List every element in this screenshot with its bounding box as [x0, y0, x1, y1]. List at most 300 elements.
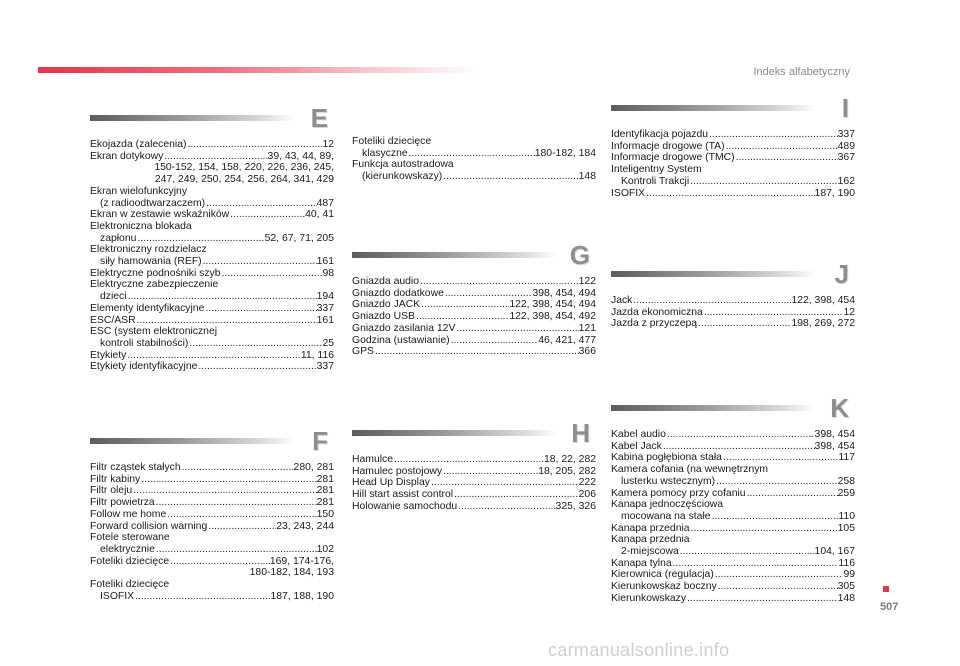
entry-pages: 23, 243, 244 [276, 520, 334, 532]
index-entry [90, 139, 334, 151]
dot-leader [697, 318, 791, 330]
index-entry [611, 318, 855, 330]
entry-list [611, 129, 855, 199]
dot-leader [672, 558, 839, 570]
entry-pages: 187, 188, 190 [270, 590, 334, 602]
entry-term: Ekran dotykowy [90, 150, 164, 162]
entry-pages: 52, 67, 71, 205 [264, 232, 334, 244]
entry-pages: 148 [837, 592, 855, 604]
section-divider-bar [611, 271, 816, 277]
entry-term: kontroli stabilności) [100, 337, 189, 349]
dot-leader [714, 569, 844, 581]
entry-term: Etykiety [90, 349, 127, 361]
index-entry [90, 186, 334, 209]
entry-pages: 121 [578, 322, 596, 334]
section-k [611, 393, 855, 605]
entry-line [611, 546, 855, 558]
index-entry [90, 497, 334, 509]
entry-pages: 12 [322, 139, 334, 150]
entry-term: Gniazdo zasilania 12V [352, 322, 456, 334]
entry-term: Godzina (ustawianie) [352, 334, 450, 346]
entry-line [611, 593, 855, 605]
entry-pages: 281 [316, 473, 334, 485]
entry-line [611, 558, 855, 570]
index-entry [90, 532, 334, 555]
entry-term: Kanapa tylna [611, 557, 672, 569]
index-entry [352, 159, 596, 182]
section-f-continued [352, 134, 596, 183]
entry-pages: 122, 398, 454, 492 [509, 311, 596, 323]
entry-term: Kabel Jack [611, 440, 662, 452]
section-divider-bar [90, 438, 295, 444]
dot-leader [666, 429, 815, 441]
entry-pages: 104, 167 [814, 546, 855, 558]
entry-heading: Ekran wielofunkcyjny [90, 185, 188, 197]
entry-line [90, 256, 334, 268]
entry-term: Kabel audio [611, 429, 666, 440]
entry-term: Hamulce [352, 454, 393, 465]
entry-term: Informacje drogowe (TMC) [611, 152, 735, 164]
dot-leader [202, 256, 317, 268]
entry-pages-continued: 180-182, 184, 193 [249, 567, 334, 579]
entry-pages: 222 [578, 477, 596, 489]
entry-pages: 367 [837, 152, 855, 164]
entry-pages: 187, 190 [814, 187, 855, 199]
entry-pages: 11, 116 [300, 349, 334, 361]
dot-leader [207, 521, 276, 533]
entry-pages: 122, 398, 454, 494 [509, 299, 596, 311]
index-entry [611, 488, 855, 500]
dot-leader [703, 307, 844, 319]
entry-line [90, 315, 334, 327]
entry-pages: 116 [838, 557, 855, 569]
entry-term: GPS [352, 346, 374, 358]
index-entry [352, 501, 596, 513]
entry-pages: 487 [316, 197, 334, 209]
index-entry [611, 452, 855, 464]
dot-leader [690, 523, 838, 535]
entry-heading: Elektroniczny rozdzielacz [90, 244, 207, 256]
index-entry [352, 346, 596, 358]
entry-term: Head Up Display [352, 477, 430, 489]
entry-pages: 280, 281 [293, 462, 334, 473]
entry-term: (z radioodtwarzaczem) [100, 197, 206, 209]
entry-term: Jazda z przyczepą [611, 318, 698, 330]
index-entry [611, 129, 855, 141]
entry-term: ISOFIX [611, 187, 646, 199]
dot-leader [722, 452, 838, 464]
index-entry [352, 454, 596, 466]
entry-line [90, 556, 334, 568]
index-entry [90, 462, 334, 474]
page-marker-square [883, 586, 889, 592]
index-entry [611, 569, 855, 581]
entry-pages: 98 [322, 267, 334, 279]
entry-pages: 117 [838, 452, 855, 464]
entry-term: Gniazda audio [352, 276, 420, 287]
index-entry [611, 523, 855, 535]
section-divider-bar [611, 105, 816, 111]
page-header-title: Indeks alfabetyczny [753, 66, 850, 78]
entry-term: ISOFIX [100, 590, 135, 602]
watermark-text: carmanualsonline.info [548, 640, 730, 660]
entry-term: Ekran w zestawie wskaźników [90, 209, 230, 221]
section-header [352, 240, 596, 274]
index-entry [352, 276, 596, 288]
entry-line [90, 209, 334, 221]
entry-pages: 18, 205, 282 [538, 465, 596, 477]
section-header [611, 259, 855, 293]
entry-pages: 489 [837, 140, 855, 152]
index-entry [90, 209, 334, 221]
entry-line [611, 441, 855, 453]
dot-leader [127, 291, 317, 303]
entry-term: (kierunkowskazy) [362, 171, 443, 183]
entry-pages: 110 [838, 510, 855, 522]
entry-term: Kierownica (regulacja) [611, 569, 714, 581]
entry-line [90, 591, 334, 603]
section-header [611, 393, 855, 427]
entry-line [352, 148, 596, 160]
entry-line [352, 466, 596, 478]
entry-line [611, 318, 855, 330]
entry-pages: 337 [316, 361, 334, 373]
entry-pages: 180-182, 184 [534, 147, 596, 159]
entry-list [611, 295, 855, 330]
entry-pages: 281 [316, 497, 334, 509]
dot-leader [442, 171, 578, 183]
dot-leader [715, 476, 838, 488]
dot-leader [140, 474, 316, 486]
entry-line [611, 569, 855, 581]
dot-leader [679, 546, 815, 558]
dot-leader [717, 581, 838, 593]
entry-term: Follow me home [90, 508, 167, 520]
dot-leader [197, 361, 316, 373]
dot-leader [420, 299, 509, 311]
entry-pages: 161 [316, 256, 334, 268]
entry-term: Gniazdo dodatkowe [352, 287, 444, 299]
dot-leader [205, 198, 317, 210]
index-entry [90, 303, 334, 315]
entry-term: Kanapa przednia [611, 522, 690, 534]
dot-leader [415, 311, 509, 323]
entry-pages: 398, 454 [814, 429, 855, 440]
entry-term: ESC/ASR [90, 314, 136, 326]
entry-line [611, 307, 855, 319]
entry-pages: 366 [578, 346, 596, 358]
entry-pages: 161 [316, 314, 334, 326]
entry-line [611, 295, 855, 307]
index-entry [90, 151, 334, 186]
entry-heading: Kanapa jednoczęściowa [611, 499, 724, 511]
entry-term: Jack [611, 295, 633, 306]
entry-line [90, 485, 334, 497]
entry-heading: Kanapa przednia [611, 534, 690, 546]
entry-pages: 39, 43, 44, 89, [267, 150, 334, 162]
index-entry [90, 361, 334, 373]
entry-line [352, 501, 596, 513]
dot-leader [169, 556, 270, 568]
index-entry [90, 221, 334, 244]
index-entry [352, 335, 596, 347]
entry-term: Gniazdo USB [352, 311, 415, 323]
index-entry [352, 477, 596, 489]
dot-leader [163, 151, 267, 163]
dot-leader [457, 501, 555, 513]
dot-leader [725, 141, 838, 153]
entry-heading: Elektroniczna blokada [90, 220, 192, 232]
entry-list [90, 139, 334, 373]
dot-leader [444, 288, 533, 300]
entry-pages: 398, 454, 494 [532, 287, 596, 299]
index-entry [90, 485, 334, 497]
entry-heading: Funkcja autostradowa [352, 159, 454, 171]
dot-leader [708, 129, 838, 141]
entry-pages-continued: 150-152, 154, 158, 220, 226, 236, 245, [154, 162, 334, 174]
entry-term: Jazda ekonomiczna [611, 306, 703, 318]
entry-pages: 122 [578, 276, 596, 287]
dot-leader [181, 462, 294, 474]
entry-line [352, 454, 596, 466]
entry-line [352, 335, 596, 347]
entry-pages: 281 [316, 485, 334, 497]
dot-leader [746, 488, 838, 500]
entry-term: Filtr cząstek stałych [90, 462, 181, 473]
index-entry [611, 295, 855, 307]
section-letter: K [830, 393, 849, 423]
entry-line [611, 141, 855, 153]
index-entry [352, 311, 596, 323]
entry-pages: 102 [316, 543, 334, 555]
dot-leader [645, 188, 814, 200]
index-entry [90, 315, 334, 327]
entry-term: Ekojazda (zalecenia) [90, 139, 187, 150]
index-entry [90, 474, 334, 486]
entry-line [611, 429, 855, 441]
entry-term: Kierunkowskazy [611, 592, 687, 604]
entry-term: Identyfikacja pojazdu [611, 129, 709, 140]
index-entry [611, 141, 855, 153]
entry-term: Holowanie samochodu [352, 500, 458, 512]
section-header [90, 426, 334, 460]
entry-line [611, 129, 855, 141]
dot-leader [229, 209, 305, 221]
entry-pages: 148 [578, 171, 596, 183]
entry-line [90, 462, 334, 474]
dot-leader [155, 544, 317, 556]
dot-leader [735, 152, 838, 164]
index-entry [611, 581, 855, 593]
entry-line [90, 151, 334, 163]
index-entry [611, 593, 855, 605]
entry-line [90, 338, 334, 350]
section-divider-bar [352, 430, 557, 436]
index-entry [352, 466, 596, 478]
entry-heading: Elektryczne zabezpieczenie [90, 279, 219, 291]
index-entry [90, 509, 334, 521]
entry-line [90, 303, 334, 315]
index-entry [90, 279, 334, 302]
entry-line [611, 188, 855, 200]
index-entry [90, 521, 334, 533]
entry-list [352, 136, 596, 183]
section-header [352, 418, 596, 452]
entry-term: Kierunkowskaz boczny [611, 581, 717, 593]
entry-term: Elektryczne podnośniki szyb [90, 267, 221, 279]
entry-line [352, 477, 596, 489]
entry-list [352, 454, 596, 513]
entry-pages: 162 [837, 175, 855, 187]
entry-pages: 12 [843, 306, 855, 318]
entry-list [352, 276, 596, 358]
section-divider-bar [352, 252, 557, 258]
index-entry [90, 244, 334, 267]
entry-line [90, 350, 334, 362]
entry-pages: 198, 269, 272 [791, 318, 855, 330]
dot-leader [393, 454, 544, 466]
section-f [90, 426, 334, 602]
entry-line [90, 233, 334, 245]
section-letter: H [571, 418, 590, 448]
index-entry [611, 464, 855, 487]
page-number: 507 [880, 601, 899, 613]
entry-line [352, 323, 596, 335]
dot-leader [221, 268, 323, 280]
entry-pages: 99 [843, 569, 855, 581]
entry-pages: 398, 454 [814, 440, 855, 452]
dot-leader [711, 511, 839, 523]
entry-term: Kabina pogłębiona stała [611, 452, 722, 464]
entry-pages: 150 [316, 508, 334, 520]
index-entry [352, 489, 596, 501]
entry-heading: Foteliki dziecięce [352, 136, 432, 147]
index-entry [90, 579, 334, 602]
section-h [352, 418, 596, 513]
entry-line [90, 521, 334, 533]
entry-line [611, 152, 855, 164]
dot-leader [442, 466, 538, 478]
entry-line [352, 171, 596, 183]
dot-leader [188, 338, 322, 350]
entry-heading: Fotele sterowane [90, 532, 170, 544]
entry-pages: 259 [837, 487, 855, 499]
entry-term: mocowana na stałe [621, 510, 711, 522]
entry-pages: 105 [837, 522, 855, 534]
entry-heading: Inteligentny System [611, 164, 702, 176]
entry-term: Hill start assist control [352, 489, 454, 501]
section-g [352, 240, 596, 358]
entry-pages: 305 [837, 581, 855, 593]
entry-heading: Foteliki dziecięce [90, 579, 170, 591]
entry-term: dzieci [100, 291, 127, 303]
dot-leader [453, 489, 579, 501]
entry-term: Elementy identyfikacyjne [90, 302, 205, 314]
entry-line [90, 361, 334, 373]
index-entry [611, 307, 855, 319]
entry-line [611, 511, 855, 523]
section-divider-bar [90, 115, 295, 121]
index-entry [90, 268, 334, 280]
section-e [90, 103, 334, 373]
entry-pages: 337 [837, 129, 855, 140]
entry-term: Hamulec postojowy [352, 465, 443, 477]
entry-line [90, 497, 334, 509]
entry-pages: 122, 398, 454 [791, 295, 855, 306]
section-header [611, 93, 855, 127]
entry-line [90, 139, 334, 151]
entry-pages: 258 [837, 475, 855, 487]
section-letter: E [310, 103, 328, 133]
dot-leader [374, 346, 579, 358]
dot-leader [136, 315, 317, 327]
index-entry [611, 152, 855, 164]
entry-list [90, 462, 334, 602]
dot-leader [419, 276, 579, 288]
entry-term: klasyczne [362, 147, 408, 159]
entry-line [611, 452, 855, 464]
index-entry [611, 558, 855, 570]
entry-pages: 194 [316, 291, 334, 303]
entry-pages: 25 [322, 337, 334, 349]
entry-line [90, 509, 334, 521]
entry-term: Kontroli Trakcji [621, 175, 690, 187]
entry-term: elektrycznie [100, 543, 155, 555]
dot-leader [662, 441, 815, 453]
entry-heading: Kamera cofania (na wewnętrznym [611, 464, 769, 476]
entry-line [352, 299, 596, 311]
entry-line [611, 176, 855, 188]
entry-line [611, 476, 855, 488]
dot-leader [450, 335, 539, 347]
entry-term: 2-miejscowa [621, 546, 679, 558]
entry-pages: 325, 326 [555, 500, 596, 512]
dot-leader [136, 233, 264, 245]
dot-leader [166, 509, 316, 521]
section-letter: F [312, 426, 328, 456]
dot-leader [186, 139, 322, 151]
section-divider-bar [611, 405, 816, 411]
dot-leader [132, 485, 317, 497]
entry-term: Filtr oleju [90, 485, 133, 497]
index-entry [352, 288, 596, 300]
index-entry [611, 164, 855, 187]
entry-line [611, 581, 855, 593]
index-entry [352, 299, 596, 311]
header-accent-bar [38, 67, 478, 73]
entry-pages: 337 [316, 302, 334, 314]
entry-pages-continued: 247, 249, 250, 254, 256, 264, 341, 429 [154, 174, 334, 186]
entry-pages: 169, 174-176, [269, 555, 334, 567]
entry-term: lusterku wstecznym) [621, 475, 716, 487]
entry-line [611, 488, 855, 500]
dot-leader [126, 350, 300, 362]
entry-line [90, 474, 334, 486]
dot-leader [455, 323, 578, 335]
entry-term: Foteliki dziecięce [90, 555, 170, 567]
entry-line [90, 268, 334, 280]
entry-term: Kamera pomocy przy cofaniu [611, 487, 746, 499]
entry-pages: 18, 22, 282 [544, 454, 596, 465]
index-entry [90, 350, 334, 362]
dot-leader [155, 497, 317, 509]
entry-line [352, 346, 596, 358]
entry-line [352, 311, 596, 323]
index-entry [611, 188, 855, 200]
entry-line [352, 276, 596, 288]
dot-leader [632, 295, 791, 307]
section-letter: J [834, 259, 849, 289]
